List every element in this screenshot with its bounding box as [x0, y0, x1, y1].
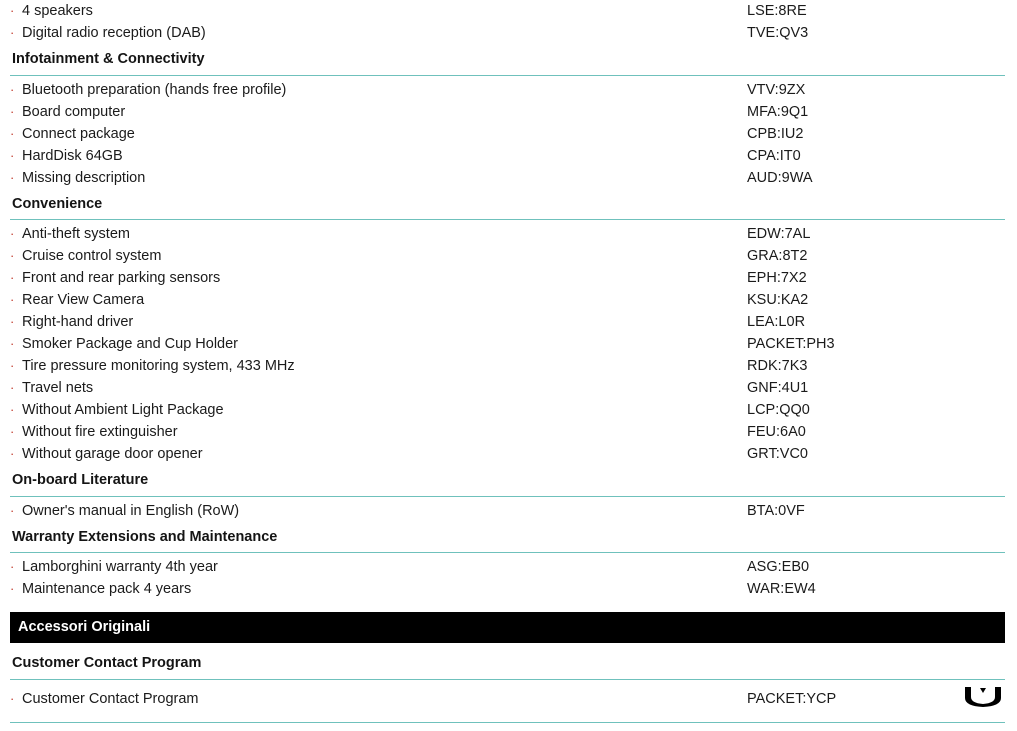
bullet-icon: ·: [10, 125, 15, 141]
bullet-icon: ·: [10, 25, 15, 40]
spec-row: [10, 578, 1005, 600]
spec-code: GRA:8T2: [747, 248, 808, 265]
spec-code: MFA:9Q1: [747, 103, 809, 120]
spec-code: LEA:L0R: [747, 314, 806, 331]
spec-row: [10, 311, 1005, 333]
spec-description: Cruise control system: [22, 248, 162, 265]
spec-row: [10, 377, 1005, 399]
spec-row: [10, 688, 1005, 710]
spec-row: [10, 443, 1005, 465]
spec-row: [10, 333, 1005, 355]
spec-description: Tire pressure monitoring system, 433 MHz: [22, 358, 295, 375]
bullet-icon: ·: [10, 147, 15, 163]
spec-row: [10, 399, 1005, 421]
bullet-icon: ·: [10, 248, 15, 264]
spec-code: EPH:7X2: [747, 270, 807, 287]
spec-code: LCP:QQ0: [747, 402, 810, 419]
section-title: Customer Contact Program: [12, 655, 202, 672]
bullet-icon: ·: [10, 581, 15, 597]
section-title: On-board Literature: [12, 472, 149, 489]
bullet-icon: ·: [10, 292, 15, 308]
spec-description: Lamborghini warranty 4th year: [22, 559, 218, 576]
section-infotainment-connectivity: [10, 44, 1005, 189]
spec-code: BTA:0VF: [747, 502, 805, 519]
spec-description: Connect package: [22, 125, 135, 142]
spec-code: RDK:7K3: [747, 358, 808, 375]
spec-description: Without garage door opener: [22, 446, 203, 463]
section-title: Convenience: [12, 195, 103, 212]
spec-code: GRT:VC0: [747, 446, 808, 463]
section-convenience: [10, 189, 1005, 466]
bullet-icon: ·: [10, 103, 15, 119]
bullet-icon: ·: [10, 446, 15, 462]
section-divider: [10, 219, 1005, 220]
bullet-icon: ·: [10, 314, 15, 330]
section-continuation: [10, 0, 1005, 44]
spec-row: [10, 22, 1005, 44]
bullet-icon: ·: [10, 81, 15, 97]
spec-code: WAR:EW4: [747, 581, 816, 598]
spec-description: Board computer: [22, 103, 126, 120]
spec-description: Customer Contact Program: [22, 690, 199, 707]
spec-description: Digital radio reception (DAB): [22, 25, 206, 41]
spec-description: Right-hand driver: [22, 314, 134, 331]
spec-description: Without Ambient Light Package: [22, 402, 224, 419]
spec-code: TVE:QV3: [747, 25, 809, 41]
spec-code: PACKET:YCP: [747, 690, 837, 707]
spec-row: [10, 167, 1005, 189]
spec-row: [10, 245, 1005, 267]
spec-description: Missing description: [22, 169, 146, 186]
spec-code: VTV:9ZX: [747, 81, 806, 98]
bullet-icon: ·: [10, 424, 15, 440]
spec-code: ASG:EB0: [747, 559, 810, 576]
section-title: Infotainment & Connectivity: [12, 51, 205, 67]
accessories-banner: Accessori Originali: [10, 612, 1005, 643]
section-on-board-literature: [10, 465, 1005, 522]
section-divider: [10, 552, 1005, 553]
spec-description: Smoker Package and Cup Holder: [22, 336, 239, 353]
spec-code: FEU:6A0: [747, 424, 806, 441]
spec-code: CPB:IU2: [747, 125, 804, 142]
bullet-icon: ·: [10, 3, 15, 18]
section-warranty-extensions-and-maintenance: [10, 522, 1005, 601]
bullet-icon: ·: [10, 336, 15, 352]
spec-row: [10, 145, 1005, 167]
spec-description: Travel nets: [22, 380, 94, 397]
spec-description: HardDisk 64GB: [22, 147, 123, 164]
spec-row: [10, 421, 1005, 443]
bullet-icon: ·: [10, 270, 15, 286]
spec-code: EDW:7AL: [747, 226, 811, 243]
spec-code: GNF:4U1: [747, 380, 809, 397]
bullet-icon: ·: [10, 226, 15, 242]
bullet-icon: ·: [10, 380, 15, 396]
section-divider: [10, 75, 1005, 76]
spec-row: [10, 0, 1005, 22]
section-customer-contact-program: [10, 648, 1005, 710]
spec-description: Owner's manual in English (RoW): [22, 502, 240, 519]
spec-code: PACKET:PH3: [747, 336, 835, 353]
page-bottom-divider: [10, 722, 1005, 723]
spec-code: CPA:IT0: [747, 147, 801, 164]
bullet-icon: ·: [10, 402, 15, 418]
section-divider: [10, 496, 1005, 497]
spec-description: Front and rear parking sensors: [22, 270, 221, 287]
spec-description: Rear View Camera: [22, 292, 145, 309]
spec-row: [10, 289, 1005, 311]
spec-row: [10, 101, 1005, 123]
spec-description: Without fire extinguisher: [22, 424, 178, 441]
spec-row: [10, 267, 1005, 289]
bullet-icon: ·: [10, 358, 15, 374]
spec-row: [10, 355, 1005, 377]
section-title: Warranty Extensions and Maintenance: [12, 528, 278, 545]
spec-code: LSE:8RE: [747, 3, 807, 19]
spec-code: KSU:KA2: [747, 292, 809, 309]
spec-row: [10, 556, 1005, 578]
bullet-icon: ·: [10, 690, 15, 706]
bullet-icon: ·: [10, 169, 15, 185]
bullet-icon: ·: [10, 559, 15, 575]
bullet-icon: ·: [10, 502, 15, 518]
spec-row: [10, 79, 1005, 101]
spec-description: Maintenance pack 4 years: [22, 581, 192, 598]
spec-description: Bluetooth preparation (hands free profile): [22, 81, 287, 98]
brand-logo-icon: [963, 685, 997, 705]
spec-description: 4 speakers: [22, 3, 93, 19]
section-divider: [10, 679, 1005, 680]
spec-row: [10, 223, 1005, 245]
spec-code: AUD:9WA: [747, 169, 813, 186]
spec-row: [10, 500, 1005, 522]
spec-row: [10, 123, 1005, 145]
spec-description: Anti-theft system: [22, 226, 130, 243]
